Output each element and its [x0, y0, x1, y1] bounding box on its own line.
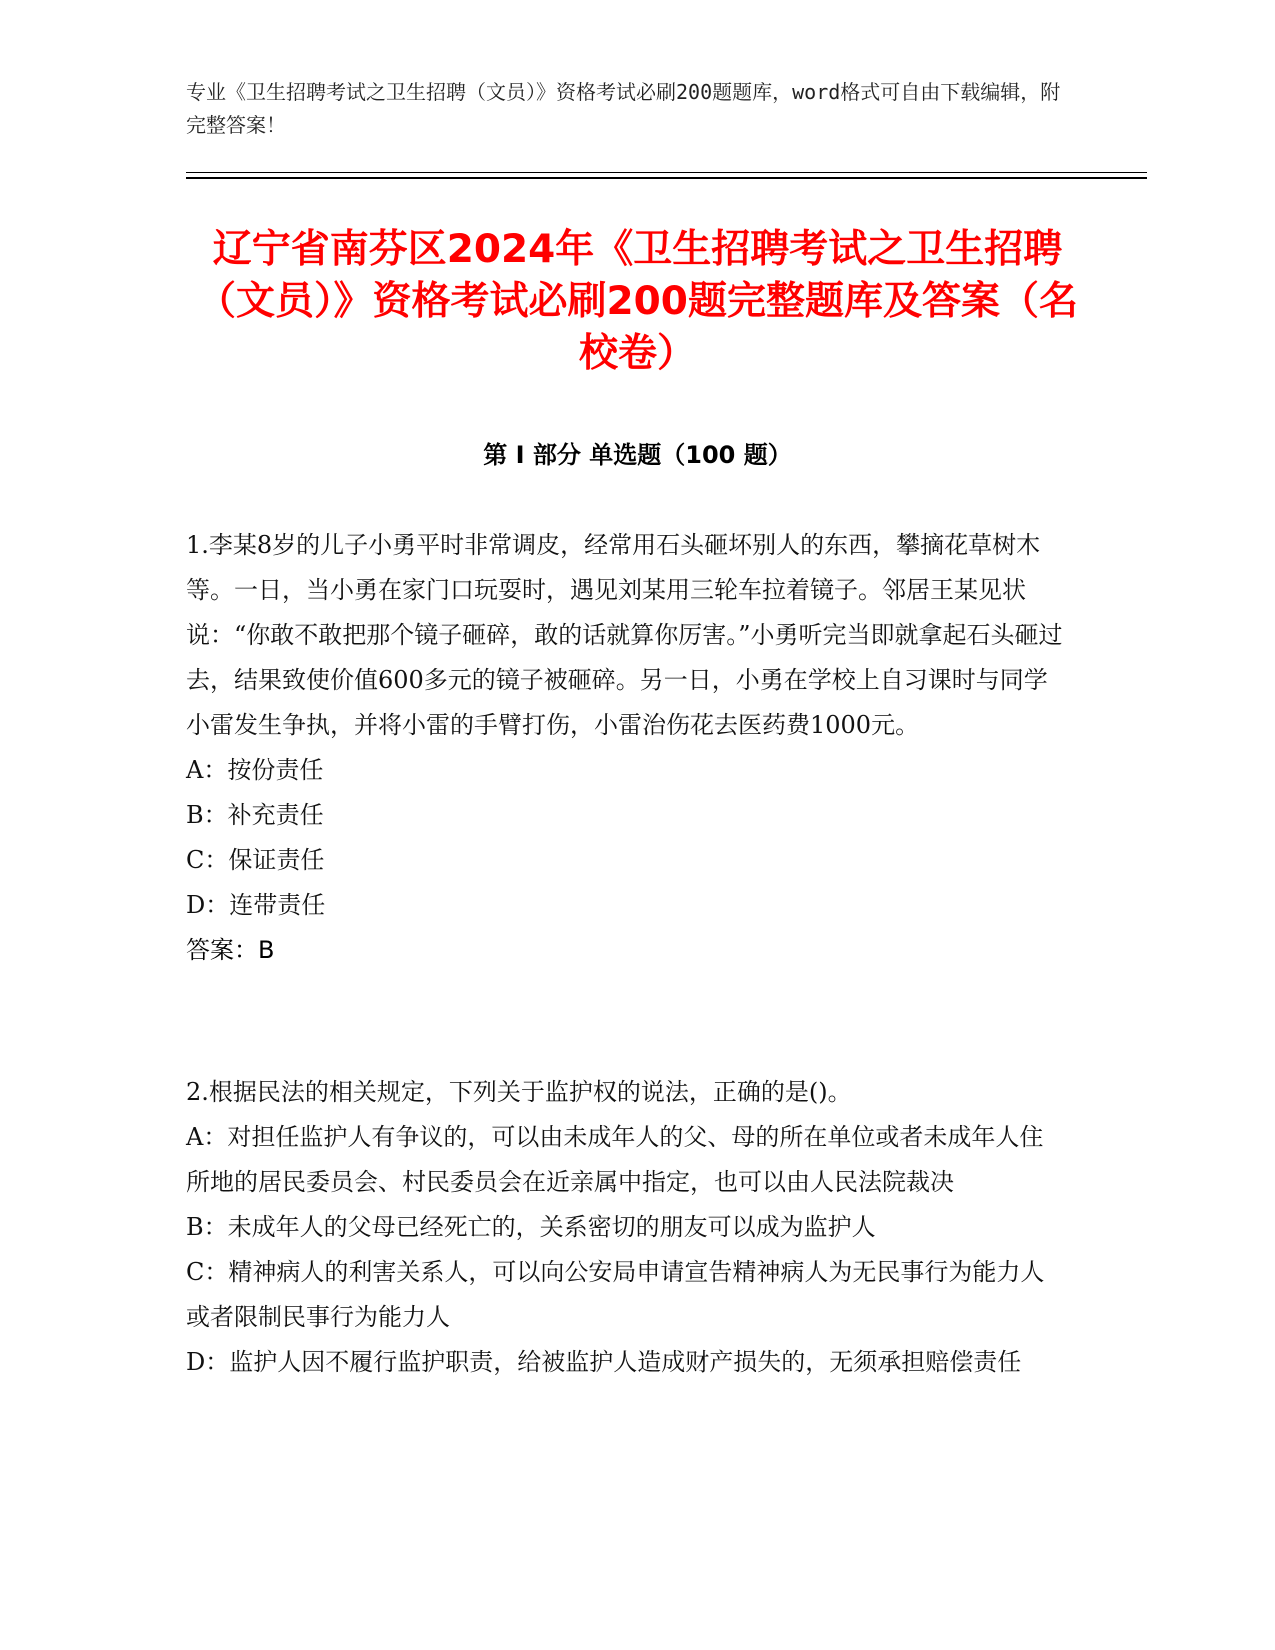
document-title: 辽宁省南芬区2024年《卫生招聘考试之卫生招聘（文员）》资格考试必刷200题完整题库及答案（名校卷）: [197, 227, 1078, 376]
option-b: B：未成年人的父母已经死亡的，关系密切的朋友可以成为监护人: [186, 1213, 876, 1241]
option-a: A：对担任监护人有争议的，可以由未成年人的父、母的所在单位或者未成年人住所地的居民委员会、村民委员会在近亲属中指定，也可以由人民法院裁决: [186, 1123, 1044, 1196]
question-stem: 1.李某8岁的儿子小勇平时非常调皮，经常用石头砸坏别人的东西，攀摘花草树木等。一日，当小勇在家门口玩耍时，遇见刘某用三轮车拉着镜子。邻居王某见状说：“你敢不敢把那个镜子砸碎，敢的话就算你厉害。”小勇听完当即就拿起石头砸过去，结果致使价值600多元的镜子被砸碎。另一日，小勇在学校上自习课时与同学小雷发生争执，并将小雷的手臂打伤，小雷治伤花去医药费1000元。: [186, 531, 1063, 739]
header-note: 专业《卫生招聘考试之卫生招聘（文员）》资格考试必刷200题题库，word格式可自由下载编辑，附完整答案！: [186, 80, 1061, 137]
question-2: [186, 1070, 1066, 1385]
question-stem: 2.根据民法的相关规定，下列关于监护权的说法，正确的是()。: [186, 1078, 852, 1106]
section-heading: 第 I 部分 单选题（100 题）: [483, 441, 792, 469]
header-divider-thin: [186, 172, 1147, 173]
option-d: D：监护人因不履行监护职责，给被监护人造成财产损失的，无须承担赔偿责任: [186, 1348, 1022, 1376]
option-a: A：按份责任: [186, 756, 324, 784]
question-1: [186, 523, 1066, 973]
option-c: C：保证责任: [186, 846, 325, 874]
header-divider-thick: [186, 177, 1147, 179]
answer: 答案：B: [186, 936, 275, 964]
option-c: C：精神病人的利害关系人，可以向公安局申请宣告精神病人为无民事行为能力人或者限制民事行为能力人: [186, 1258, 1045, 1331]
option-b: B：补充责任: [186, 801, 324, 829]
option-d: D：连带责任: [186, 891, 326, 919]
